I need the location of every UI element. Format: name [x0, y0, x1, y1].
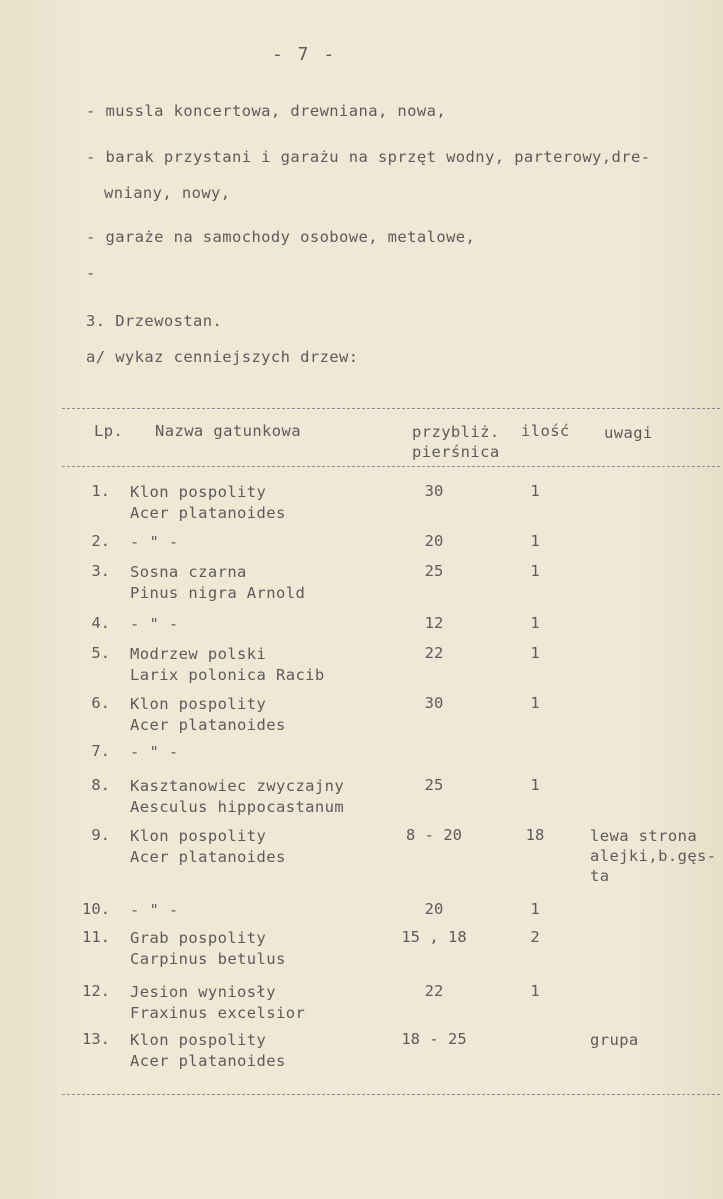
row-count: 1: [530, 482, 540, 500]
row-lp: 1.: [91, 482, 110, 500]
row-lp: 13.: [82, 1030, 110, 1048]
row-lp: 4.: [91, 614, 110, 632]
header-diameter: przybliż. pierśnica: [412, 423, 500, 461]
row-lp: 8.: [91, 776, 110, 794]
row-name: - " -: [130, 615, 179, 633]
table-caption: a/ wykaz cenniejszych drzew:: [86, 348, 359, 366]
row-notes: grupa: [590, 1031, 639, 1049]
row-name: Jesion wyniosły Fraxinus excelsior: [130, 983, 306, 1022]
row-name: Sosna czarna Pinus nigra Arnold: [130, 563, 306, 602]
row-notes: lewa strona alejki,b.gęs- ta: [590, 827, 717, 885]
row-diameter: 15 , 18: [401, 928, 467, 946]
row-name: Klon pospolity Acer platanoides: [130, 1031, 286, 1070]
row-lp: 10.: [82, 900, 110, 918]
row-count: 1: [530, 532, 540, 550]
row-count: 1: [530, 562, 540, 580]
text-line-3: wniany, nowy,: [104, 184, 231, 202]
row-count: 2: [530, 928, 540, 946]
header-bottom-rule: [62, 466, 720, 467]
row-diameter: 20: [424, 532, 444, 550]
header-lp: Lp.: [94, 422, 124, 440]
row-count: 1: [530, 644, 540, 662]
page-number: - 7 -: [272, 44, 337, 65]
row-lp: 6.: [91, 694, 110, 712]
row-diameter: 18 - 25: [401, 1030, 467, 1048]
row-count: 18: [525, 826, 545, 844]
row-name: - " -: [130, 533, 179, 551]
text-line-4: - garaże na samochody osobowe, metalowe,: [86, 228, 476, 246]
text-line-2: - barak przystani i garażu na sprzęt wodny, parterowy,dre-: [86, 148, 651, 166]
row-lp: 7.: [91, 742, 110, 760]
row-name: Klon pospolity Acer platanoides: [130, 827, 286, 866]
row-name: - " -: [130, 743, 179, 761]
row-count: 1: [530, 776, 540, 794]
row-lp: 5.: [91, 644, 110, 662]
row-lp: 9.: [91, 826, 110, 844]
row-diameter: 30: [424, 694, 444, 712]
row-diameter: 22: [424, 982, 444, 1000]
row-name: Klon pospolity Acer platanoides: [130, 483, 286, 522]
text-line-1: - mussla koncertowa, drewniana, nowa,: [86, 102, 447, 120]
row-lp: 11.: [82, 928, 110, 946]
row-diameter: 12: [424, 614, 444, 632]
row-lp: 2.: [91, 532, 110, 550]
header-notes: uwagi: [604, 424, 653, 442]
row-count: 1: [530, 900, 540, 918]
row-name: Klon pospolity Acer platanoides: [130, 695, 286, 734]
row-name: Kasztanowiec zwyczajny Aesculus hippocastanum: [130, 777, 345, 816]
row-diameter: 25: [424, 776, 444, 794]
row-diameter: 30: [424, 482, 444, 500]
row-name: Grab pospolity Carpinus betulus: [130, 929, 286, 968]
table-top-rule: [62, 408, 720, 409]
row-lp: 12.: [82, 982, 110, 1000]
table-bottom-rule: [62, 1094, 720, 1095]
row-count: 1: [530, 982, 540, 1000]
row-count: 1: [530, 694, 540, 712]
row-diameter: 25: [424, 562, 444, 580]
row-name: Modrzew polski Larix polonica Racib: [130, 645, 325, 684]
header-count: ilość: [521, 422, 570, 440]
text-line-5: -: [86, 264, 96, 282]
row-diameter: 22: [424, 644, 444, 662]
header-name: Nazwa gatunkowa: [155, 422, 301, 440]
row-diameter: 20: [424, 900, 444, 918]
row-diameter: 8 - 20: [406, 826, 462, 844]
row-name: - " -: [130, 901, 179, 919]
row-lp: 3.: [91, 562, 110, 580]
row-count: 1: [530, 614, 540, 632]
section-heading: 3. Drzewostan.: [86, 312, 223, 330]
